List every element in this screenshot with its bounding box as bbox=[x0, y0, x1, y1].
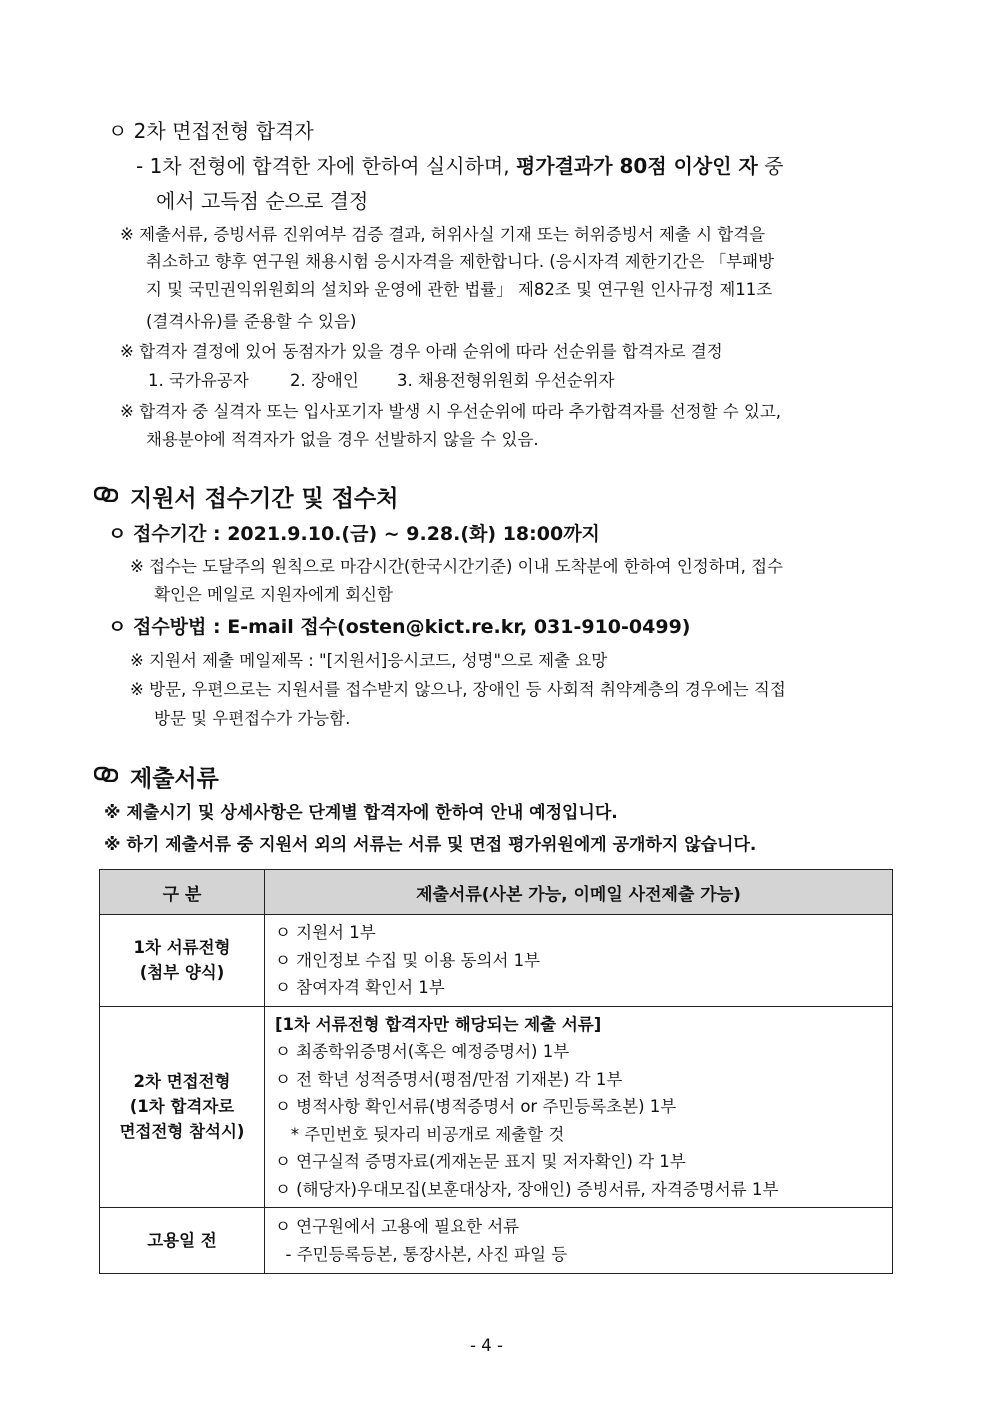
note-additional-1: ※ 합격자 중 실격자 또는 입사포기자 발생 시 우선순위에 따라 추가합격자를 선정할 수 있고, bbox=[120, 402, 782, 421]
note-tie: ※ 합격자 결정에 있어 동점자가 있을 경우 아래 순위에 따라 선순위를 합격자로 결정 bbox=[120, 342, 723, 361]
document-item: - 주민등록등본, 통장사본, 사진 파일 등 bbox=[275, 1244, 568, 1264]
receipt-period: ㅇ 접수기간 : 2021.9.10.(금) ~ 9.28.(화) 18:00까지 bbox=[108, 523, 600, 545]
receipt-period-note-1: ※ 접수는 도달주의 원칙으로 마감시간(한국시간기준) 이내 도착분에 한하여 인정하며, 접수 bbox=[130, 557, 783, 576]
priority-3: 3. 채용전형위원회 우선순위자 bbox=[397, 371, 615, 390]
docs-notice-2: ※ 하기 제출서류 중 지원서 외의 서류는 서류 및 면접 평가위원에게 공개하지 않습니다. bbox=[104, 835, 757, 855]
category-line: (1차 합격자로 bbox=[129, 1097, 235, 1117]
header-category: 구 분 bbox=[100, 870, 265, 915]
document-item: ㅇ 병적사항 확인서류(병적증명서 or 주민등록초본) 1부 bbox=[275, 1097, 677, 1116]
row-category bbox=[100, 1208, 265, 1274]
category-line: 고용일 전 bbox=[147, 1231, 217, 1250]
docs-notice-1: ※ 제출시기 및 상세사항은 단계별 합격자에 한하여 안내 예정입니다. bbox=[104, 803, 618, 823]
note-additional-2: 채용분야에 적격자가 없을 경우 선발하지 않을 수 있음. bbox=[146, 430, 539, 449]
table-row bbox=[100, 915, 893, 1007]
priority-2: 2. 장애인 bbox=[290, 371, 359, 390]
row-documents bbox=[265, 915, 893, 1007]
row-category bbox=[100, 1006, 265, 1208]
priority-1: 1. 국가유공자 bbox=[148, 371, 249, 390]
header-documents: 제출서류(사본 가능, 이메일 사전제출 가능) bbox=[265, 870, 893, 915]
document-item: ㅇ 최종학위증명서(혹은 예정증명서) 1부 bbox=[275, 1042, 570, 1061]
category-line: 면접전형 참석시) bbox=[119, 1122, 245, 1142]
interview-line1-text: - 1차 전형에 합격한 자에 한하여 실시하며, bbox=[136, 154, 510, 178]
interview-line1 bbox=[136, 150, 896, 179]
document-item: ㅇ (해당자)우대모집(보훈대상자, 장애인) 증빙서류, 자격증명서류 1부 bbox=[275, 1179, 779, 1199]
document-item: ㅇ 전 학년 성적증명서(평점/만점 기재본) 각 1부 bbox=[275, 1069, 623, 1089]
category-line: (첨부 양식) bbox=[139, 963, 225, 983]
docs-heading: 제출서류 bbox=[130, 766, 219, 792]
document-item: ㅇ 지원서 1부 bbox=[275, 923, 376, 942]
interview-title: ㅇ 2차 면접전형 합격자 bbox=[108, 119, 314, 143]
receipt-heading: 지원서 접수기간 및 접수처 bbox=[130, 486, 399, 512]
note-falsification-4: (결격사유)를 준용할 수 있음) bbox=[146, 312, 357, 331]
receipt-period-note-2: 확인은 메일로 지원자에게 회신함 bbox=[154, 585, 393, 604]
document-subheading: [1차 서류전형 합격자만 해당되는 제출 서류] bbox=[275, 1014, 602, 1034]
table-row bbox=[100, 1208, 893, 1274]
link-icon bbox=[94, 766, 118, 782]
documents-table bbox=[99, 869, 893, 1274]
page-number: - 4 - bbox=[470, 1336, 503, 1355]
document-item: ㅇ 연구원에서 고용에 필요한 서류 bbox=[275, 1217, 520, 1236]
table-row bbox=[100, 1006, 893, 1208]
document-item: ㅇ 개인정보 수집 및 이용 동의서 1부 bbox=[275, 950, 541, 970]
note-falsification-2: 취소하고 향후 연구원 채용시험 응시자격을 제한합니다. (응시자격 제한기간은 「부패방 bbox=[146, 252, 775, 271]
note-falsification-1: ※ 제출서류, 증빙서류 진위여부 검증 결과, 허위사실 기재 또는 허위증빙서 제출 시 합격을 bbox=[120, 225, 766, 244]
receipt-method-note-2a: ※ 방문, 우편으로는 지원서를 접수받지 않으나, 장애인 등 사회적 취약계층의 경우에는 직접 bbox=[130, 680, 786, 699]
document-item: ㅇ 연구실적 증명자료(게재논문 표지 및 저자확인) 각 1부 bbox=[275, 1152, 686, 1171]
row-documents bbox=[265, 1006, 893, 1208]
receipt-method-note-2b: 방문 및 우편접수가 가능함. bbox=[154, 709, 351, 728]
interview-line1-end: 중 bbox=[764, 154, 784, 178]
link-icon bbox=[94, 486, 118, 502]
category-line: 1차 서류전형 bbox=[133, 938, 231, 958]
row-documents bbox=[265, 1208, 893, 1274]
document-item: ㅇ 참여자격 확인서 1부 bbox=[275, 978, 445, 997]
interview-line2: 에서 고득점 순으로 결정 bbox=[156, 189, 369, 213]
receipt-method-note-1: ※ 지원서 제출 메일제목 : "[지원서]응시코드, 성명"으로 제출 요망 bbox=[130, 651, 608, 670]
interview-line1-bold: 평가결과가 80점 이상인 자 bbox=[515, 154, 758, 178]
receipt-method: ㅇ 접수방법 : E-mail 접수(osten@kict.re.kr, 031-910-0499) bbox=[108, 616, 691, 638]
table-header-row bbox=[100, 870, 893, 915]
row-category bbox=[100, 915, 265, 1007]
document-footnote: * 주민번호 뒷자리 비공개로 제출할 것 bbox=[275, 1124, 565, 1144]
note-falsification-3: 지 및 국민권익위원회의 설치와 운영에 관한 법률」 제82조 및 연구원 인사규정 제11조 bbox=[146, 280, 773, 299]
category-line: 2차 면접전형 bbox=[133, 1072, 231, 1092]
